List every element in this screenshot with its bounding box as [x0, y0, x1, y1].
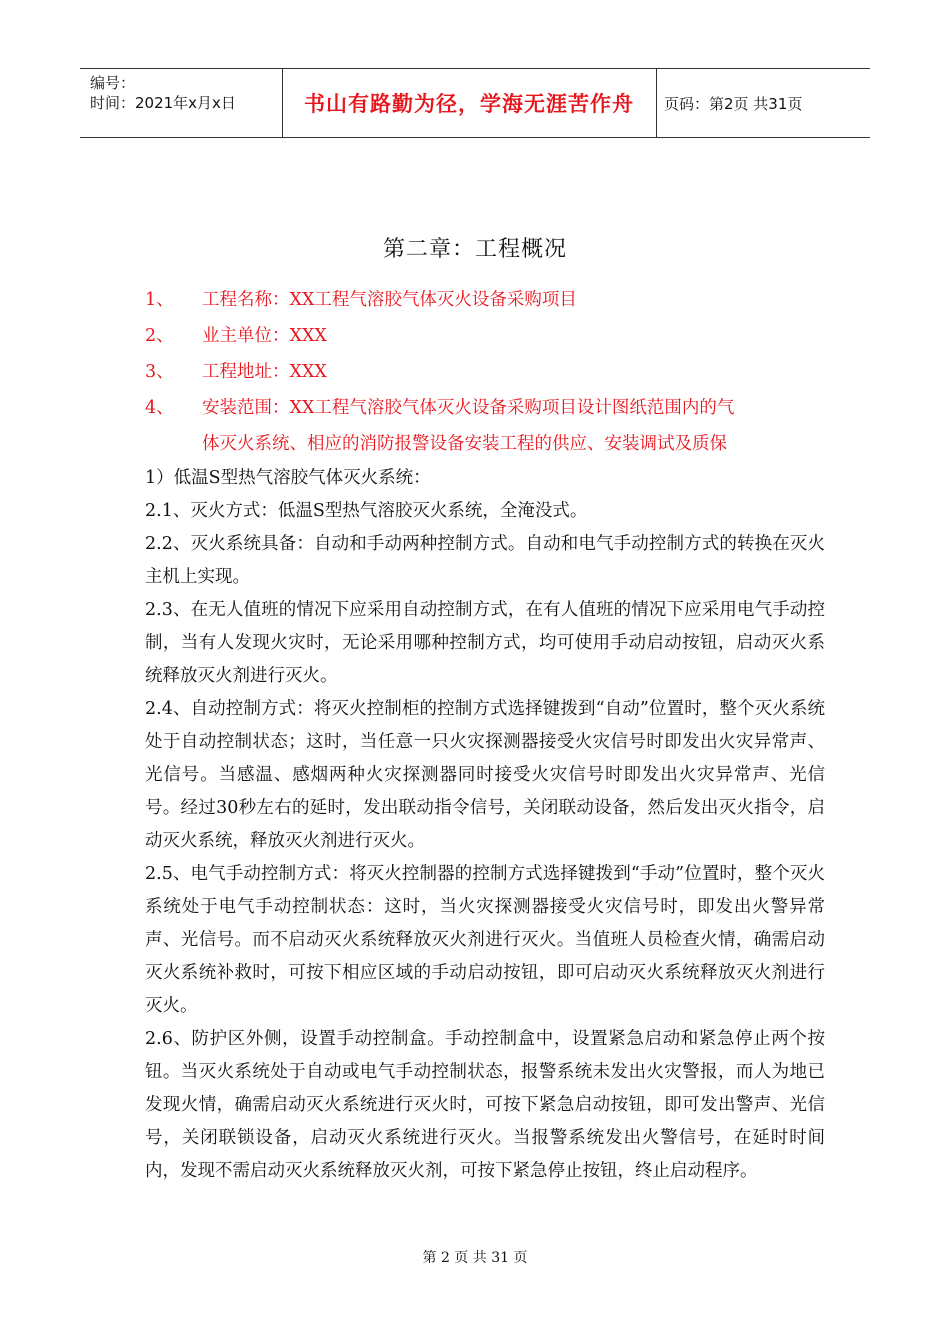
body-text [145, 462, 825, 1188]
item-number: 3、 [145, 362, 174, 382]
list-item [145, 282, 577, 318]
chapter-title: 第二章：工程概况 [382, 237, 567, 262]
paragraph: 2.6、防护区外侧，设置手动控制盒。手动控制盒中，设置紧急启动和紧急停止两个按钮。当灭火系统处于自动或电气手动控制状态，报警系统未发出火灾警报，而人为地已发现火情，确需启动灭火系统进行灭火时，可按下紧急启动按钮，即可发出警声、光信号，关闭联锁设备，启动灭火系统进行灭火。当报警系统发出火警信号，在延时时间内，发现不需启动灭火系统释放灭火剂，可按下紧急停止按钮，终止启动程序。 [145, 1029, 825, 1181]
item-number: 2、 [145, 326, 174, 346]
page-header [80, 68, 870, 138]
paragraph: 1）低温S型热气溶胶气体灭火系统： [145, 468, 431, 488]
header-meta [90, 73, 236, 113]
number-label: 编号： [90, 74, 136, 92]
item-text: 工程地址：XXX [202, 362, 327, 382]
item-text: 安装范围：XX工程气溶胶气体灭火设备采购项目设计图纸范围内的气 [202, 398, 735, 418]
item-number: 1、 [145, 290, 174, 310]
paragraph: 2.4、自动控制方式：将灭火控制柜的控制方式选择键拨到“自动”位置时，整个灭火系统处于自动控制状态；这时，当任意一只火灾探测器接受火灾信号时即发出火灾异常声、光信号。当感温、感烟两种火灾探测器同时接受火灾信号时即发出火灾异常声、光信号。经过30秒左右的延时，发出联动指令信号，关闭联动设备，然后发出灭火指令，启动灭火系统，释放灭火剂进行灭火。 [145, 699, 825, 851]
paragraph: 2.2、灭火系统具备：自动和手动两种控制方式。自动和电气手动控制方式的转换在灭火主机上实现。 [145, 534, 825, 587]
list-item [145, 354, 327, 390]
list-item-continuation: 体灭火系统、相应的消防报警设备安装工程的供应、安装调试及质保 [202, 434, 727, 454]
header-divider [656, 69, 657, 137]
paragraph: 2.3、在无人值班的情况下应采用自动控制方式，在有人值班的情况下应采用电气手动控制，当有人发现火灾时，无论采用哪种控制方式，均可使用手动启动按钮，启动灭火系统释放灭火剂进行灭火。 [145, 600, 825, 686]
header-motto: 书山有路勤为径，学海无涯苦作舟 [304, 92, 634, 116]
page-footer: 第 2 页 共 31 页 [422, 1250, 528, 1266]
paragraph: 2.1、灭火方式：低温S型热气溶胶灭火系统，全淹没式。 [145, 501, 588, 521]
list-item [145, 390, 734, 426]
item-number: 4、 [145, 398, 174, 418]
time-label: 时间：2021年x月x日 [90, 94, 236, 112]
list-item [145, 318, 327, 354]
paragraph: 2.5、电气手动控制方式：将灭火控制器的控制方式选择键拨到“手动”位置时，整个灭火系统处于电气手动控制状态：这时，当火灾探测器接受火灾信号时，即发出火警异常声、光信号。而不启动灭火系统释放灭火剂进行灭火。当值班人员检查火情，确需启动灭火系统补救时，可按下相应区域的手动启动按钮，即可启动灭火系统释放灭火剂进行灭火。 [145, 864, 825, 1016]
header-page-info: 页码：第2页 共31页 [664, 94, 803, 113]
item-text: 业主单位：XXX [202, 326, 327, 346]
item-text: 工程名称：XX工程气溶胶气体灭火设备采购项目 [202, 290, 577, 310]
